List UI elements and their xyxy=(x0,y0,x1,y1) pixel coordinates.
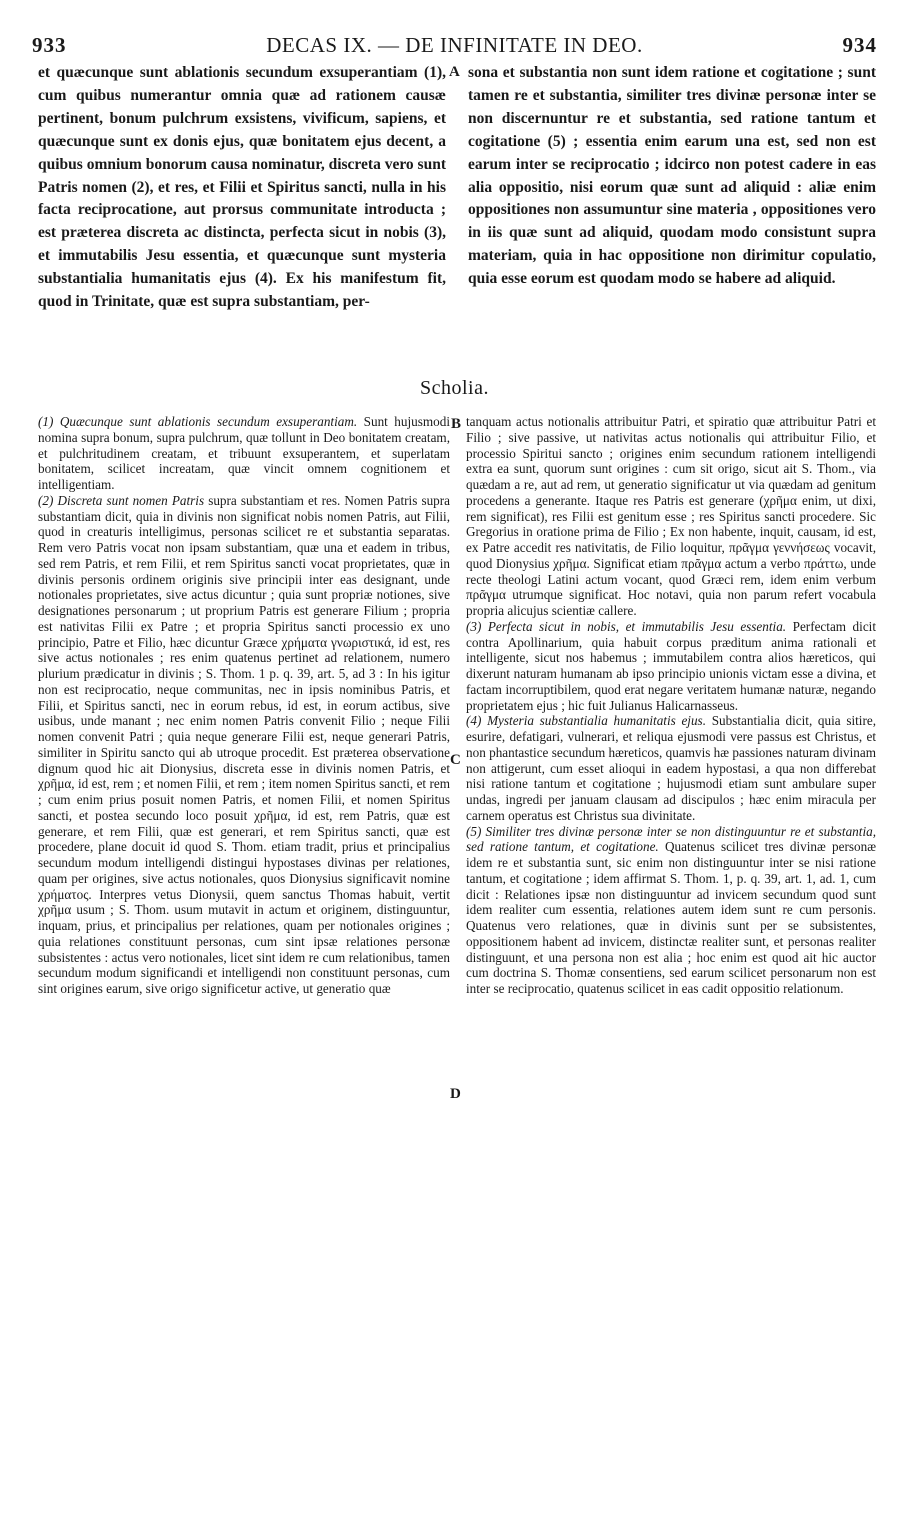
page-number-right: 934 xyxy=(842,33,877,57)
scholion-1 xyxy=(38,414,450,493)
scholion-4 xyxy=(466,713,876,823)
scholion-2-continued xyxy=(466,414,876,619)
scholion-lemma: (2) Discreta sunt nomen Patris xyxy=(38,492,205,508)
scholion-2 xyxy=(38,493,450,997)
margin-letter-d: D xyxy=(450,1086,461,1102)
scholion-lemma: (4) Mysteria substantialia humanitatis ejus. xyxy=(466,713,706,729)
running-title: DECAS IX. — DE INFINITATE IN DEO. xyxy=(266,33,643,57)
margin-letter-b: B xyxy=(451,416,462,432)
main-text-left-column xyxy=(38,62,446,314)
scholion-lemma: (5) Similiter tres divinæ personæ inter se non distinguuntur re et substantia, sed ratione tantum, et cogitatione. xyxy=(466,823,876,855)
main-text-right-column xyxy=(468,62,876,291)
scholia-heading: Scholia. xyxy=(420,377,489,399)
scholion-lemma: (3) Perfecta sicut in nobis, et immutabilis Jesu essentia. xyxy=(466,618,787,634)
margin-letter-a: A xyxy=(449,64,460,80)
scholion-body: Sunt hujusmodi nomina supra bonum, supra pulchrum, quæ tollunt in Deo bonitatem creatam, et pulchritudinem creatam, et tribuunt exsuperantem, et superlatam bonitatem, scilicet increatam, quæ vincit omnem cognitionem et intelligentiam. xyxy=(38,414,450,492)
scholion-body: supra substantiam et res. Nomen Patris supra substantiam dicit, quia in divinis non significat nobis nomen Patris, aut Filii, quod in creaturis intelligimus, personas scilicet re et substantia separatas. Rem vero Patris vocat non ipsam substantiam, quæ una et eadem in tribus, sed rem Patris, et rem Filii, et rem Spiritus sancti vocat proprietates, quæ in divinis personis ordinem originis sive principii inter eas designant, unde notionales proprietates, sive actus dicuntur ; quia sunt propriæ notiones, sive designationes personarum ; ut proprium Patris est generare Filium ; propria est nativitas Filii ex Patre ; et propria Spiritus sancti processio ex uno principio, Patre et Filio, hæc dicuntur Græce χρήματα γνωριστικά, id est, res sive actus notionales ; res enim quatenus pertinet ad relationem, numero plurium prædicatur in divinis ; S. Thom. 1 p. q. 39, art. 5, ad 3 : In his igitur non est reciprocatio, neque communitas, nec in ipsis nominibus Patris, et Filii, et Spiritus sancti, nec in eorum rebus, id est, in eorum actibus, sive usibus, unde manant ; nec enim nomen Patris convenit Filio ; neque Filii nomen convenit Patri ; quia neque generare Filii est, neque generari Patris, similiter in Spiritu sancto qui ab utroque procedit. Est præterea observatione dignum quod hic ait Dionysius, discreta esse in divinis nomen Patris, et χρῆμα, id est, rem ; et nomen Filii, et rem ; item nomen Spiritus sancti, et rem ; cum enim prius posuit nomen Patris, et nomen Filii, et nomen Spiritus sancti, et postea secundo loco posuit χρῆμα, id est, rem Patris, quæ est generare, et rem Filii, quæ est generari, et rem Spiritus sancti, quæ est procedere, plane docuit id quod S. Thom. etiam tradit, prius et principalius secundum modum intelligendi distingui hypostases divinas per relationes, quam per origines, sive actus notionales, quos Dionysius significavit nomine χρήματος. Interpres vetus Dionysii, quem sanctus Thomas habuit, vertit χρῆμα usum ; S. Thom. usum mutavit in actum et originem, distinguuntur, inquam, prius, et principalius per relationes, quam per notionales origines ; quia relationes constituunt personas, cum sint ipsæ relationes personæ subsistentes : actus vero notionales, licet sint idem re cum relationibus, tamen secundum modum significandi et intelligendi non constituunt personas, cum sint origines earum, sive origo significetur active, ut generatio quæ xyxy=(38,492,451,996)
scholia-left-column xyxy=(38,414,450,997)
scholion-body: Perfectam dicit contra Apollinarium, quia habuit corpus præditum anima rationali et intelligente, sicut nos habemus ; immutabilem contra alios hæreticos, qui dixerunt naturam humanam ab ipso principio unionis victam esse a divina, et factam incorruptibilem, quod erat negare veritatem humanæ naturæ, negando proprietatem ejus ; hic fuit Julianus Halicarnasseus. xyxy=(466,618,876,713)
page-number-left: 933 xyxy=(32,33,67,57)
scholion-5 xyxy=(466,824,876,997)
scholion-body: tanquam actus notionalis attribuitur Patri, et spiratio quæ attribuitur Patri et Filio ; sive passive, ut nativitas actus notionalis qui attribuitur Filio, et processio Spiritui sancto ; origines enim secundum rationem intelligendi extra ea sunt, quorum sunt origines : cum sit origo, sicut ait S. Thom., via quædam a re, aut ad rem, ut generatio significatur ut via quædam ad genitum procedens a generante. Itaque res Patris est generare (χρῆμα enim, ut dixi, rem significat), res Filii est genitum esse ; res Spiritus sancti procedere. Sic Gregorius in oratione prima de Filio ; Ex non habente, inquit, causam, id est, ex Patre accedit res nativitatis, de Filio loquitur, πρᾶγμα γεννήσεως vocavit, quod Dionysius χρῆμα. Significat etiam πρᾶγμα actum a verbo πράττω, unde recte theologi Latini actum vocant, quod Græci rem, idem enim verbum πρᾶγμα utrumque significat. Hoc notavi, quia non parum refert vocabula propria alicujus scientiæ callere. xyxy=(466,414,876,618)
scholia-right-column xyxy=(466,414,876,997)
margin-letter-c: C xyxy=(450,752,461,768)
main-text-left: et quæcunque sunt ablationis secundum exsuperantiam (1), cum quibus numerantur omnia quæ ad rationem causæ pertinent, bonum pulchrum exsistens, vivificum, sapiens, et quæcunque sunt ex donis ejus, quæ bonitatem ejus decent, a quibus omnium bonorum causa nominatur, discreta vero sunt Patris nomen (2), et res, et Filii et Spiritus sancti, nulla in his facta reciprocatione, aut prorsus communitate introducta ; est præterea discreta ac distincta, perfecta sicut in nobis (3), et immutabilis Jesu essentia, et quæcunque sunt mysteria substantialia humanitatis ejus (4). Ex his manifestum fit, quod in Trinitate, quæ est supra substantiam, per- xyxy=(38,64,446,311)
scholion-lemma: (1) Quæcunque sunt ablationis secundum exsuperantiam. xyxy=(38,414,358,429)
page-header xyxy=(32,33,877,59)
main-text-right: sona et substantia non sunt idem ratione et cogitatione ; sunt tamen re et substantia, similiter tres divinæ personæ inter se non discernuntur re et substantia, sed ratione tantum et cogitatione (5) ; essentia enim earum una est, sed non est earum inter se reciprocatio ; idcirco non potest cadere in eas alia oppositio, nisi eorum quæ sunt ad aliquid : aliæ enim oppositiones non assumuntur sine materia , oppositiones vero in iis quæ sunt ad aliquid, quodam modo consistunt supra materiam, quia in hac oppositione non dirimitur copulatio, quia esse eorum est quodam modo se habere ad aliquid. xyxy=(468,64,876,288)
scholion-3 xyxy=(466,619,876,714)
scholion-body: Quatenus scilicet tres divinæ personæ idem re et substantia sunt, sic enim non distinguuntur inter se nisi ratione tantum, et cogitatione ; idem affirmat S. Thom. 1, p. q. 39, art. 1, ad. 1, cum dicit : Relationes ipsæ non distinguuntur ad invicem secundum quod sunt idem realiter cum essentia, relationes autem idem sunt re cum personis. Quatenus vero relationes, quæ in divinis sunt per se subsistentes, oppositionem habent ad invicem, distinctæ realiter sunt, et personas realiter distinguunt, et una persona non est alia ; hoc enim est quod ait hic auctor cum doctrina S. Thomæ consentiens, sed earum scilicet personarum non est inter se reciprocatio, quatenus scilicet in eas cadit oppositio relationum. xyxy=(466,839,877,996)
scholion-body: Substantialia dicit, quia sitire, esurire, defatigari, vulnerari, et reliqua ejusmodi vere passus est Christus, et non phantastice secundum hæreticos, quamvis hæ passiones naturam divinam non attigerunt, cum esset alioqui in eadem hypostasi, a qua non differebat nisi ratione tantum et cogitatione ; hujusmodi etiam sunt ambulare super undas, ingredi per januam clausam ad discipulos ; hæc enim miracula per carnem operatus est Christus sua divinitate. xyxy=(466,713,876,823)
